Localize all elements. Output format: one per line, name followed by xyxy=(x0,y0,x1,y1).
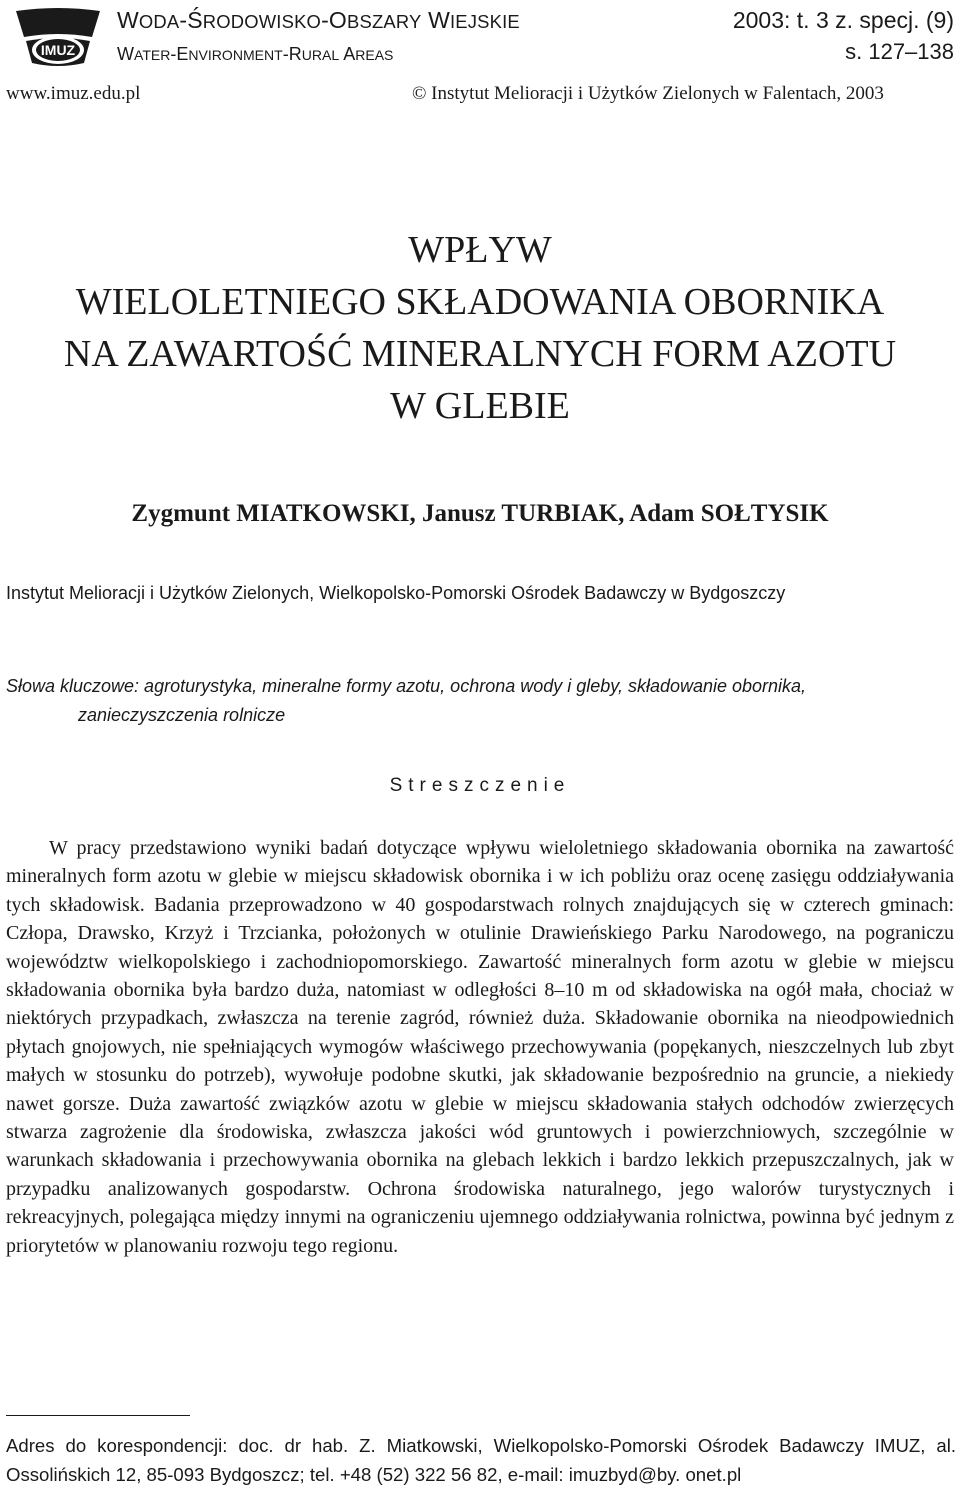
copyright-notice: © Instytut Melioracji i Użytków Zielonych w Falentach, 2003 xyxy=(412,83,884,104)
authors: Zygmunt MIATKOWSKI, Janusz TURBIAK, Adam SOŁTYSIK xyxy=(131,500,829,527)
keywords xyxy=(6,672,956,730)
abstract-heading: Streszczenie xyxy=(389,775,571,796)
page-range: s. 127–138 xyxy=(845,39,954,64)
affiliation: Instytut Melioracji i Użytków Zielonych, Wielkopolsko-Pomorski Ośrodek Badawczy w Bydgoszczy xyxy=(6,583,786,603)
abstract-text: W pracy przedstawiono wyniki badań dotyczące wpływu wieloletniego składowania obornika na zawartość mineralnych form azotu w glebie w miejscu składowisk obornika i w ich pobliżu oraz ocenę zasięgu oddziaływania tych składowisk. Badania przeprowadzono w 40 gospodarstwach rolnych znajdujących się w czterech gminach: Człopa, Drawsko, Krzyż i Trzcianka, położonych w otulinie Drawieńskiego Parku Narodowego, na pograniczu województw wielkopolskiego i zachodniopomorskiego. Zawartość mineralnych form azotu w glebie w miejscu składowania obornika była bardzo duża, natomiast w odległości 8–10 m od składowiska na ogół mała, chociaż w niektórych przypadkach, zwłaszcza na terenie zagród, również duża. Składowanie obornika na nieodpowiednich płytach gnojowych, nie spełniających wymogów właściwego przechowywania (popękanych, nieszczelnych lub zbyt małych w stosunku do potrzeb), wywołuje podobne skutki, jak składowanie bezpośrednio na gruncie, a niekiedy nawet gorsze. Duża zawartość związków azotu w glebie w miejscu składowania stałych odchodów zwierzęcych stwarza zagrożenie dla środowiska, zwłaszcza jakości wód gruntowych i powierzchniowych, szczególnie w warunkach składowania i przechowywania obornika na glebach lekkich i bardzo lekkich przepuszczalnych, jak w przypadku analizowanych gospodarstw. Ochrona środowiska naturalnego, jego walorów turystycznych i rekreacyjnych, polegająca między innymi na ograniczeniu ujemnego oddziaływania rolnictwa, powinna być jednym z priorytetów w planowaniu rozwoju tego regionu. xyxy=(6,837,954,1257)
issue-info: 2003: t. 3 z. specj. (9) xyxy=(732,7,954,33)
article-title xyxy=(0,224,960,432)
imuz-logo xyxy=(12,7,104,69)
keywords-line: zanieczyszczenia rolnicze xyxy=(78,705,286,725)
title-line: W GLEBIE xyxy=(390,385,570,427)
website-link[interactable]: www.imuz.edu.pl xyxy=(6,83,141,104)
footnote-divider xyxy=(6,1415,190,1416)
journal-title-en: WATER-ENVIRONMENT-RURAL AREAS xyxy=(117,44,394,64)
keywords-line: Słowa kluczowe: agroturystyka, mineralne formy azotu, ochrona wody i gleby, składowanie obornika, xyxy=(6,676,807,696)
title-line: WIELOLETNIEGO SKŁADOWANIA OBORNIKA xyxy=(75,281,885,323)
title-line: NA ZAWARTOŚĆ MINERALNYCH FORM AZOTU xyxy=(63,333,897,375)
correspondence-footnote: Adres do korespondencji: doc. dr hab. Z. Miatkowski, Wielkopolsko-Pomorski Ośrodek Badawczy IMUZ, al. Ossolińskich 12, 85-093 Bydgoszcz; tel. +48 (52) 322 56 82, e-mail: imuzbyd@by. onet.pl xyxy=(6,1435,956,1485)
title-line: WPŁYW xyxy=(408,229,552,271)
svg-text:IMUZ: IMUZ xyxy=(40,42,76,58)
journal-title-pl: WODA-ŚRODOWISKO-OBSZARY WIEJSKIE xyxy=(117,7,520,33)
